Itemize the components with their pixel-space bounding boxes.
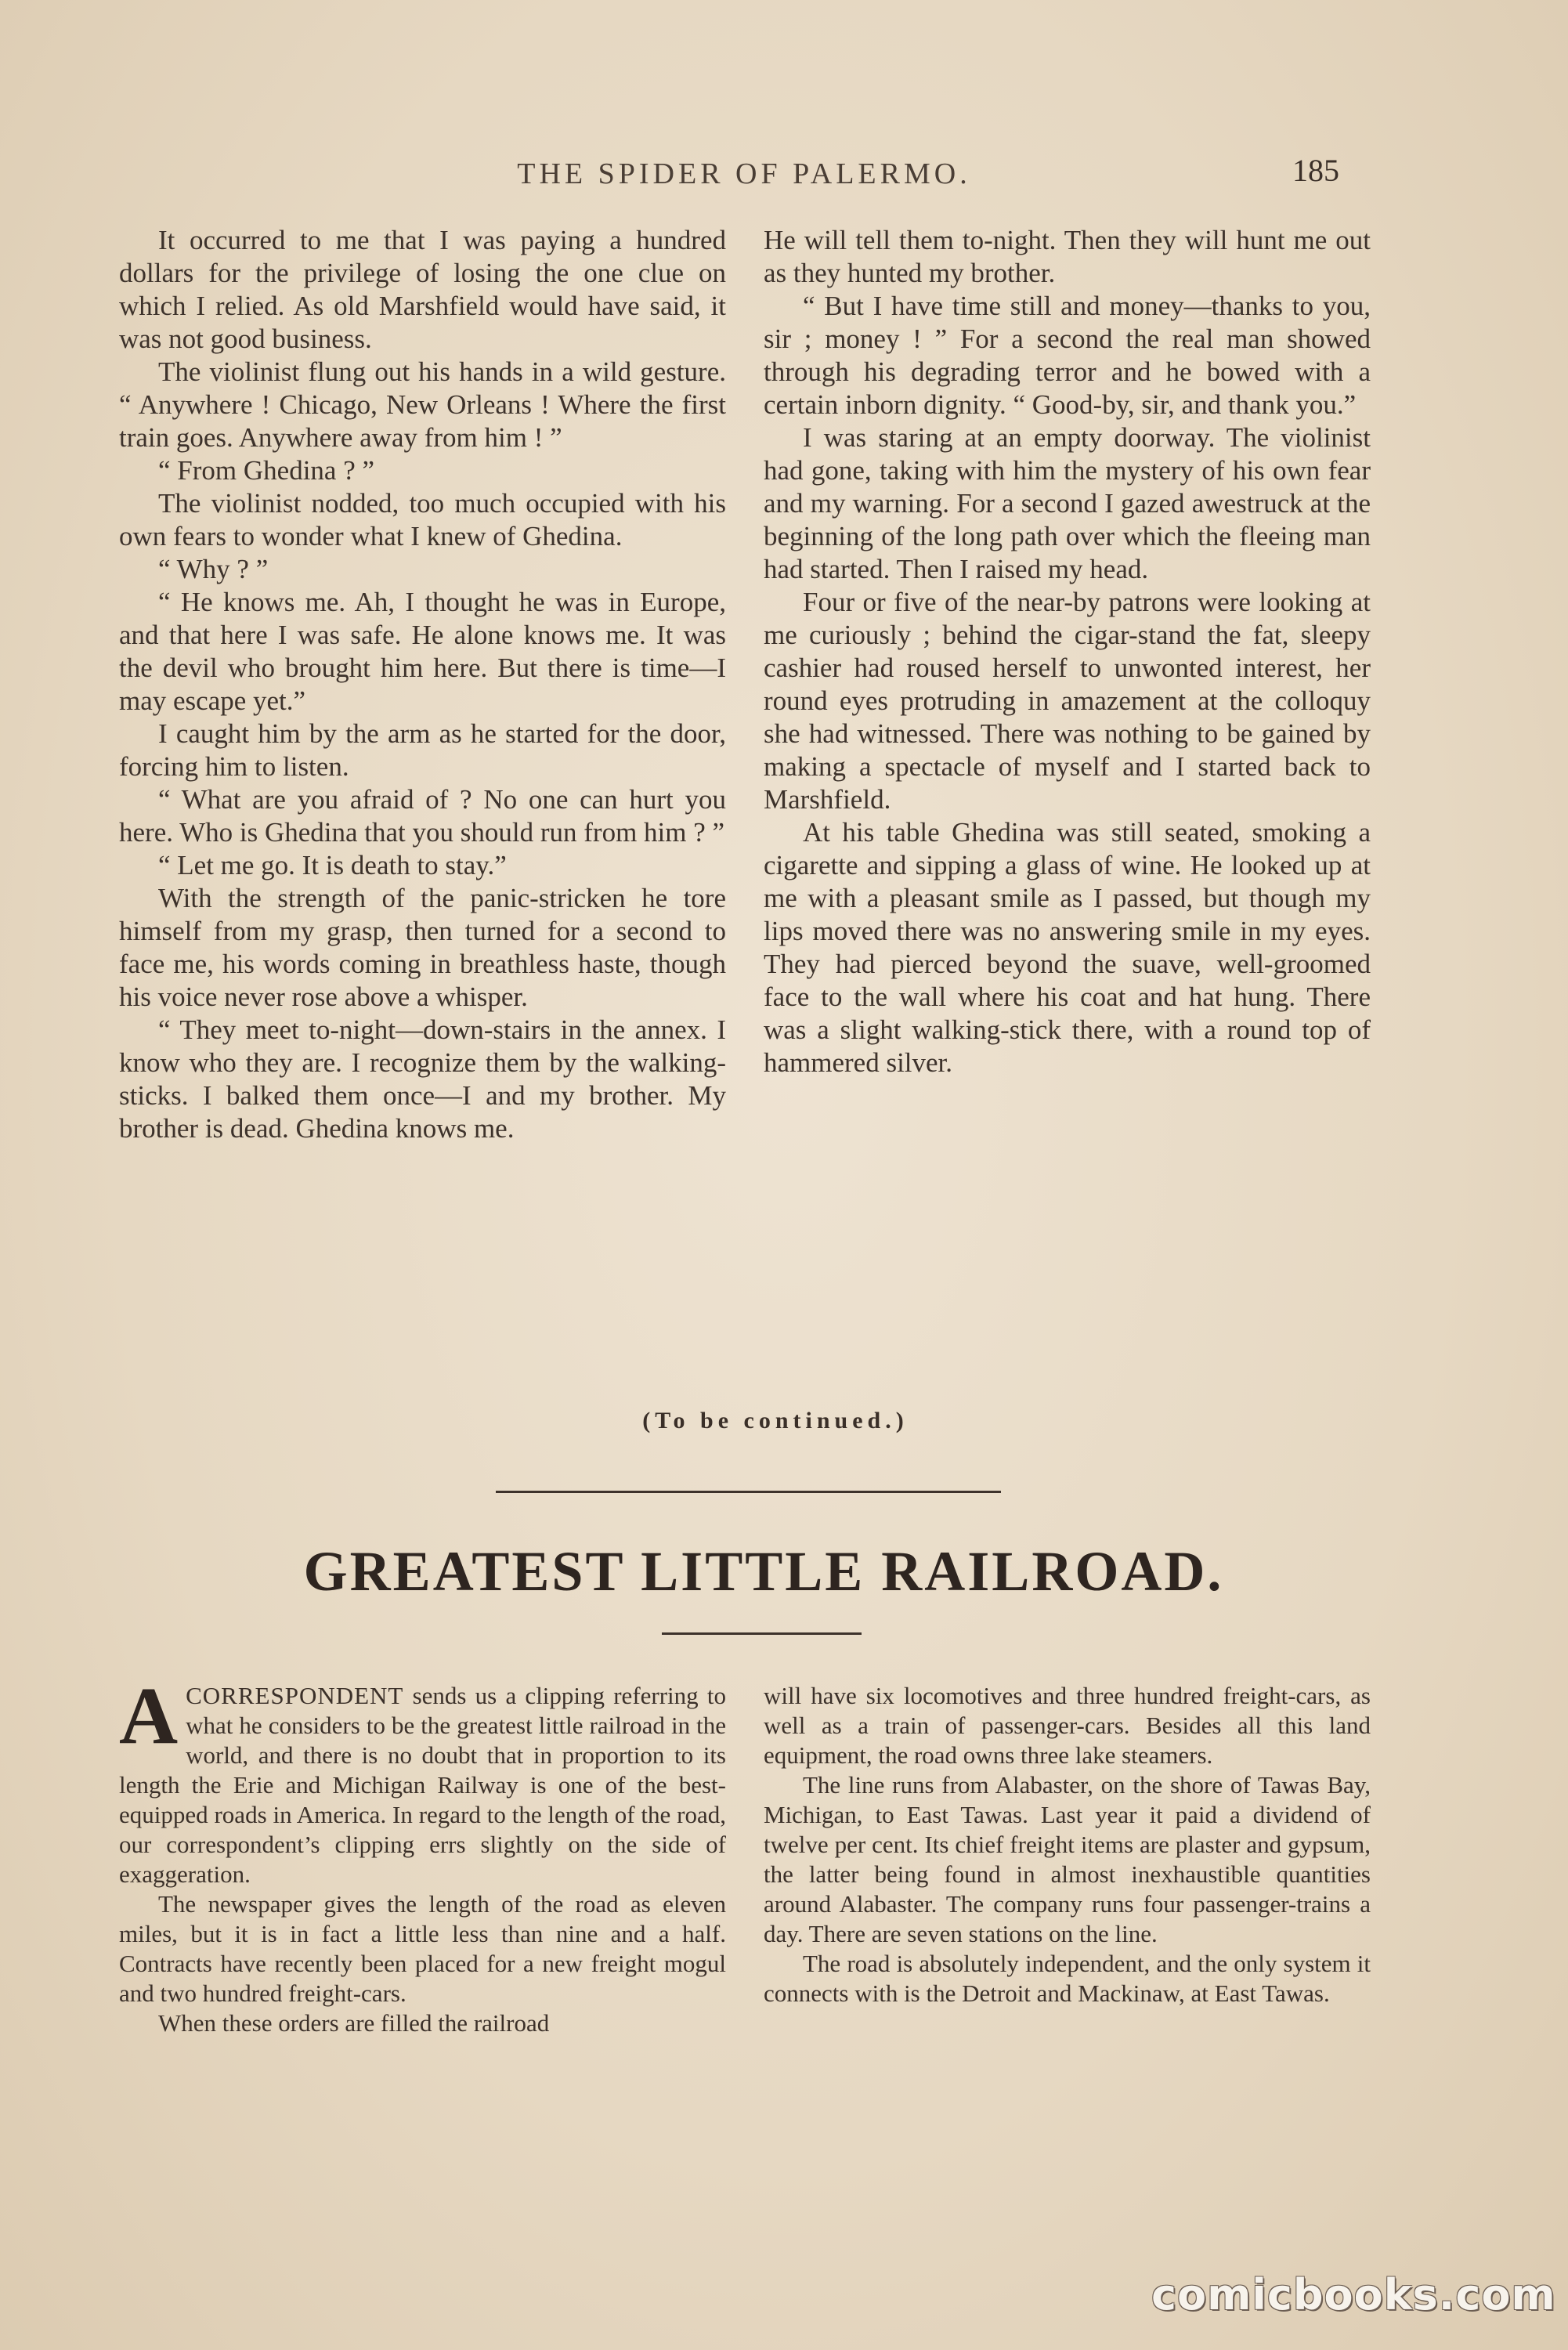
- story-paragraph: “ From Ghedina ? ”: [158, 455, 375, 486]
- story-paragraph: Four or five of the near-by patrons were looking at me curiously ; behind the cigar-stand the fat, sleepy cashier had roused herself to unwonted interest, her round eyes protruding in amazement at the colloquy she had witnessed. There was nothing to be gained by making a spectacle of myself and I started back to Marshfield.: [764, 587, 1371, 815]
- story-paragraph: “ He knows me. Ah, I thought he was in Europe, and that here I was safe. He alone knows me. It was the devil who brought him here. But there is time—I may escape yet.”: [119, 587, 726, 716]
- story-paragraph: “ Why ? ”: [158, 554, 269, 584]
- article-paragraph: The road is absolutely independent, and the only system it connects with is the Detroit and Mackinaw, at East Tawas.: [764, 1950, 1371, 2007]
- drop-cap: A: [119, 1671, 179, 1761]
- story-paragraph: “ They meet to-night—down-stairs in the annex. I know who they are. I recognize them by the walking-sticks. I balked them once—I and my brother. My brother is dead. Ghedina knows me.: [119, 1014, 726, 1144]
- story-paragraph: The violinist nodded, too much occupied with his own fears to wonder what I knew of Ghedina.: [119, 488, 726, 551]
- story-paragraph: “ Let me go. It is death to stay.”: [158, 850, 507, 880]
- article-paragraph: When these orders are filled the railroad: [158, 2009, 550, 2037]
- to-be-continued-note: (To be continued.): [642, 1408, 909, 1434]
- watermark: comicbooks.com: [1151, 2270, 1556, 2319]
- story-column-left: [119, 224, 726, 1145]
- story-paragraph: With the strength of the panic-stricken he tore himself from my grasp, then turned for a second to face me, his words coming in breathless haste, though his voice never rose above a whisper.: [119, 883, 726, 1012]
- story-paragraph: I was staring at an empty doorway. The violinist had gone, taking with him the mystery of his own fear and my warning. For a second I gazed awestruck at the beginning of the long path over which the fleeing man had started. Then I raised my head.: [764, 422, 1371, 584]
- lead-text: sends us a clipping referring to what he considers to be the greatest little railroad in the world, and there is no doubt that in proportion to its length the Erie and Michigan Railway is one of the best-equipped roads in America. In regard to the length of the road, our correspondent’s clipping errs slightly on the side of exaggeration.: [119, 1682, 726, 1888]
- story-paragraph: It occurred to me that I was paying a hundred dollars for the privilege of losing the one clue on which I relied. As old Marshfield would have said, it was not good business.: [119, 225, 726, 354]
- story-paragraph: At his table Ghedina was still seated, smoking a cigarette and sipping a glass of wine. He looked up at me with a pleasant smile as I passed, but though my lips moved there was no answering smile in my eyes. They had pierced beyond the suave, well-groomed face to the wall where his coat and hat hung. There was a slight walking-stick there, with a round top of hammered silver.: [764, 817, 1371, 1078]
- article-paragraph-continuation: will have six locomotives and three hundred freight-cars, as well as a train of passenger-cars. Besides all this land equipment, the road owns three lake steamers.: [764, 1682, 1371, 1769]
- lead-word: CORRESPONDENT: [186, 1682, 404, 1709]
- page-number: 185: [1292, 153, 1339, 188]
- headline-underline: [662, 1632, 862, 1635]
- article-paragraph: The newspaper gives the length of the road as eleven miles, but it is in fact a little less than nine and a half. Contracts have recently been placed for a new freight mogul and two hundred freight-cars.: [119, 1890, 726, 2007]
- story-paragraph-continuation: He will tell them to-night. Then they will hunt me out as they hunted my brother.: [764, 225, 1371, 288]
- story-paragraph: “ But I have time still and money—thanks to you, sir ; money ! ” For a second the real man showed through his degrading terror and he bowed with a certain inborn dignity. “ Good-by, sir, and thank you.”: [764, 291, 1371, 420]
- running-head: THE SPIDER OF PALERMO.: [517, 157, 971, 190]
- story-paragraph: “ What are you afraid of ? No one can hurt you here. Who is Ghedina that you should run from him ? ”: [119, 784, 726, 848]
- article-lead-paragraph: [119, 1671, 726, 1889]
- article-headline: GREATEST LITTLE RAILROAD.: [303, 1540, 1224, 1603]
- article-paragraph: The line runs from Alabaster, on the shore of Tawas Bay, Michigan, to East Tawas. Last year it paid a dividend of twelve per cent. Its chief freight items are plaster and gypsum, the latter being found in almost inexhaustible quantities around Alabaster. The company runs four passenger-trains a day. There are seven stations on the line.: [764, 1771, 1371, 1947]
- story-column-right: [764, 224, 1371, 1079]
- article-column-right: [764, 1681, 1371, 2008]
- story-paragraph: The violinist flung out his hands in a wild gesture. “ Anywhere ! Chicago, New Orleans ! Where the first train goes. Anywhere away from him ! ”: [119, 356, 726, 453]
- article-column-left: [119, 1671, 726, 2038]
- section-divider: [496, 1491, 1001, 1493]
- story-paragraph: I caught him by the arm as he started for the door, forcing him to listen.: [119, 718, 726, 782]
